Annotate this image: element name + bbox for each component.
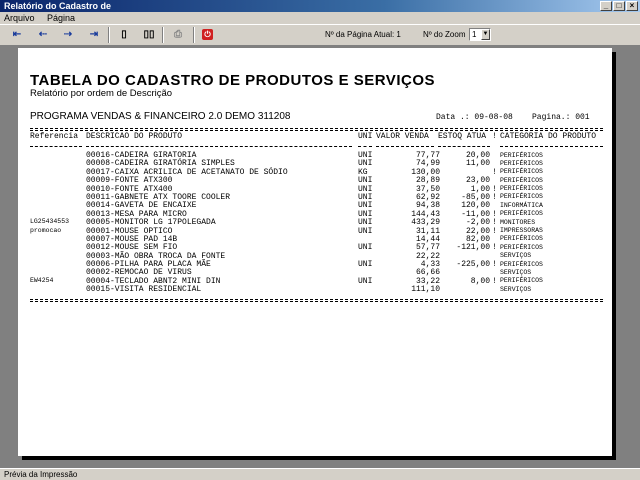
cell-val: 4,33 xyxy=(420,260,440,270)
col-underline xyxy=(358,146,372,147)
title-bar xyxy=(0,0,640,12)
cell-cat: PERIFÉRICOS xyxy=(500,159,543,167)
cell-val: 31,11 xyxy=(415,226,440,236)
table-row xyxy=(18,185,612,193)
cell-bang: ! xyxy=(492,276,497,286)
menu-arquivo[interactable]: Arquivo xyxy=(4,13,35,23)
cell-est: -225,00 xyxy=(456,260,490,270)
col-underline xyxy=(30,146,82,147)
cell-uni: UNI xyxy=(358,209,373,219)
cell-cat: SERVIÇOS xyxy=(500,252,532,260)
cell-desc: 00010-FONTE ATX400 xyxy=(86,184,173,194)
table-row xyxy=(18,285,612,293)
prev-page-icon[interactable]: ⇠ xyxy=(38,29,48,40)
cell-desc: 00015-VISITA RESIDENCIAL xyxy=(86,285,202,295)
col-underline xyxy=(438,146,490,147)
first-page-icon[interactable]: ⇤ xyxy=(12,29,22,40)
cell-desc: 00003-MÃO OBRA TROCA DA FONTE xyxy=(86,251,226,261)
close-preview-icon[interactable]: ⏻ xyxy=(202,29,213,40)
table-row xyxy=(18,227,612,235)
toolbar-separator xyxy=(162,27,164,43)
report-page-number: Pagina.: 001 xyxy=(532,113,590,122)
cell-cat: PERIFÉRICOS xyxy=(500,151,543,159)
window-title: Relatório do Cadastro de xyxy=(4,1,112,11)
cell-est: 82,00 xyxy=(465,234,490,244)
cell-val: 57,77 xyxy=(415,243,440,253)
cell-uni: UNI xyxy=(358,151,373,160)
cell-est: -11,00 xyxy=(461,209,490,219)
cell-bang: ! xyxy=(492,192,497,202)
cell-cat: PERIFÉRICOS xyxy=(500,243,543,251)
cell-cat: INFORMÁTICA xyxy=(500,201,543,209)
cell-uni: KG xyxy=(358,167,368,177)
col-header-uni: UNI xyxy=(358,132,373,141)
status-bar xyxy=(0,468,640,480)
table-row xyxy=(18,176,612,184)
cell-desc: 00007-MOUSE PAD 14B xyxy=(86,234,178,244)
cell-desc: 00013-MESA PARA MICRO xyxy=(86,209,187,219)
print-icon[interactable]: ⎙ xyxy=(174,29,182,40)
report-page xyxy=(18,48,612,456)
table-bottom-rule xyxy=(30,299,603,302)
cell-cat: PERIFÉRICOS xyxy=(500,168,543,176)
cell-uni: UNI xyxy=(358,260,373,270)
cell-est: -121,00 xyxy=(456,243,490,253)
cell-bang: ! xyxy=(492,226,497,236)
product-table-body xyxy=(18,151,612,294)
cell-bang: ! xyxy=(492,167,497,177)
zoom-label: Nº do Zoom xyxy=(423,30,466,39)
table-row xyxy=(18,210,612,218)
single-page-icon[interactable]: ▯ xyxy=(121,29,127,40)
menu-bar xyxy=(0,12,640,24)
cell-desc: 00006-PILHA PARA PLACA MÃE xyxy=(86,260,211,270)
cell-val: 14,44 xyxy=(415,234,440,244)
cell-val: 111,10 xyxy=(411,285,440,295)
cell-val: 77,77 xyxy=(415,151,440,160)
table-row xyxy=(18,218,612,226)
current-page-label: Nº da Página Atual: 1 xyxy=(325,30,401,39)
cell-desc: 00017-CAIXA ACRILICA DE ACETANATO DE SÓDIO xyxy=(86,167,288,177)
cell-desc: 00016-CADEIRA GIRATORIA xyxy=(86,151,197,160)
cell-val: 62,92 xyxy=(415,192,440,202)
cell-est: 1,00 xyxy=(470,184,490,194)
col-underline xyxy=(500,146,603,147)
cell-val: 433,29 xyxy=(411,218,440,228)
cell-est: 20,00 xyxy=(465,151,490,160)
cell-cat: PERIFÉRICOS xyxy=(500,235,543,243)
menu-pagina[interactable]: Página xyxy=(47,13,76,23)
col-header-sep: ! xyxy=(492,132,497,141)
cell-est: -2,00 xyxy=(465,218,490,228)
cell-val: 28,89 xyxy=(415,176,440,186)
cell-val: 22,22 xyxy=(415,251,440,261)
cell-uni: UNI xyxy=(358,218,373,228)
cell-cat: SERVIÇOS xyxy=(500,268,532,276)
last-page-icon[interactable]: ⇥ xyxy=(89,29,99,40)
col-header-val: VALOR VENDA xyxy=(376,132,429,141)
cell-bang: ! xyxy=(492,209,497,219)
cell-uni: UNI xyxy=(358,201,373,211)
cell-uni: UNI xyxy=(358,159,373,169)
cell-desc: 00004-TECLADO ABNT2 MINI DIN xyxy=(86,276,221,286)
cell-desc: 00005-MONITOR LG 17POLEGADA xyxy=(86,218,216,228)
program-name: PROGRAMA VENDAS & FINANCEIRO 2.0 DEMO 311208 xyxy=(30,111,291,122)
zoom-select[interactable] xyxy=(469,28,491,41)
cell-ref: LG25434553 xyxy=(30,218,70,226)
toolbar xyxy=(0,24,640,46)
cell-est: 120,00 xyxy=(461,201,490,211)
table-row xyxy=(18,243,612,251)
window-controls xyxy=(600,1,638,11)
cell-est: -85,00 xyxy=(461,192,490,202)
cell-cat: MONITORES xyxy=(500,218,536,226)
cell-cat: PERIFÉRICOS xyxy=(500,210,543,218)
cell-desc: 00011-GABNETE ATX TOORE COOLER xyxy=(86,192,231,202)
cell-uni: UNI xyxy=(358,176,373,186)
cell-uni: UNI xyxy=(358,226,373,236)
table-row xyxy=(18,201,612,209)
cell-bang: ! xyxy=(492,184,497,194)
col-header-ref: Referencia xyxy=(30,132,79,141)
table-row xyxy=(18,268,612,276)
maximize-button[interactable]: □ xyxy=(613,1,625,11)
cell-cat: PERIFÉRICOS xyxy=(500,193,543,201)
preview-workspace[interactable] xyxy=(0,46,640,468)
table-row xyxy=(18,159,612,167)
cell-uni: UNI xyxy=(358,243,373,253)
cell-desc: 00001-MOUSE OPTICO xyxy=(86,226,173,236)
table-row xyxy=(18,235,612,243)
cell-val: 33,22 xyxy=(415,276,440,286)
cell-val: 144,43 xyxy=(411,209,440,219)
cell-est: 11,00 xyxy=(465,159,490,169)
toolbar-separator xyxy=(108,27,110,43)
table-row xyxy=(18,193,612,201)
cell-est: 22,00 xyxy=(465,226,490,236)
cell-val: 37,50 xyxy=(415,184,440,194)
col-underline xyxy=(86,146,352,147)
cell-desc: 00008-CADEIRA GIRATÓRIA SIMPLES xyxy=(86,159,235,169)
table-row xyxy=(18,252,612,260)
cell-uni: UNI xyxy=(358,192,373,202)
table-header xyxy=(18,132,612,142)
report-date: Data .: 09-08-08 xyxy=(436,113,513,122)
close-window-button[interactable]: × xyxy=(626,1,638,11)
cell-uni: UNI xyxy=(358,276,373,286)
cell-val: 74,99 xyxy=(415,159,440,169)
col-header-cat: CATEGORIA DO PRODUTO xyxy=(500,132,597,141)
header-top-rule xyxy=(30,128,603,131)
cell-cat: PERIFÉRICOS xyxy=(500,260,543,268)
cell-cat: PERIFÉRICOS xyxy=(500,185,543,193)
two-page-icon[interactable]: ▯▯ xyxy=(143,29,155,40)
chevron-down-icon[interactable]: ▼ xyxy=(481,29,490,40)
minimize-button[interactable]: _ xyxy=(600,1,612,11)
cell-cat: PERIFÉRICOS xyxy=(500,176,543,184)
col-underline xyxy=(376,146,434,147)
zoom-value: 1 xyxy=(472,30,477,39)
cell-ref: EW4254 xyxy=(30,276,54,284)
cell-val: 66,66 xyxy=(415,268,440,278)
cell-desc: 00009-FONTE ATX300 xyxy=(86,176,173,186)
table-row xyxy=(18,168,612,176)
table-row xyxy=(18,277,612,285)
col-header-desc: DESCRICAO DO PRODUTO xyxy=(86,132,183,141)
cell-desc: 00002-REMOCAO DE VIRUS xyxy=(86,268,192,278)
toolbar-separator xyxy=(193,27,195,43)
cell-cat: PERIFÉRICOS xyxy=(500,277,543,285)
cell-ref: promocao xyxy=(30,226,62,234)
cell-uni: UNI xyxy=(358,184,373,194)
cell-est: 8,00 xyxy=(470,276,490,286)
cell-est: 23,00 xyxy=(465,176,490,186)
report-title: TABELA DO CADASTRO DE PRODUTOS E SERVIÇOS xyxy=(30,72,435,89)
table-row xyxy=(18,260,612,268)
cell-desc: 00012-MOUSE SEM FIO xyxy=(86,243,178,253)
cell-cat: SERVIÇOS xyxy=(500,285,532,293)
report-subtitle: Relatório por ordem de Descrição xyxy=(30,88,173,99)
cell-desc: 00014-GAVETA DE ENCAIXE xyxy=(86,201,197,211)
cell-val: 130,00 xyxy=(411,167,440,177)
status-text: Prévia da Impressão xyxy=(4,470,78,479)
cell-bang: ! xyxy=(492,243,497,253)
cell-val: 94,38 xyxy=(415,201,440,211)
cell-bang: ! xyxy=(492,218,497,228)
next-page-icon[interactable]: ⇢ xyxy=(63,29,73,40)
cell-bang: ! xyxy=(492,260,497,270)
cell-cat: IMPRESSORAS xyxy=(500,227,543,235)
col-header-est: ESTOQ ATUA xyxy=(438,132,487,141)
